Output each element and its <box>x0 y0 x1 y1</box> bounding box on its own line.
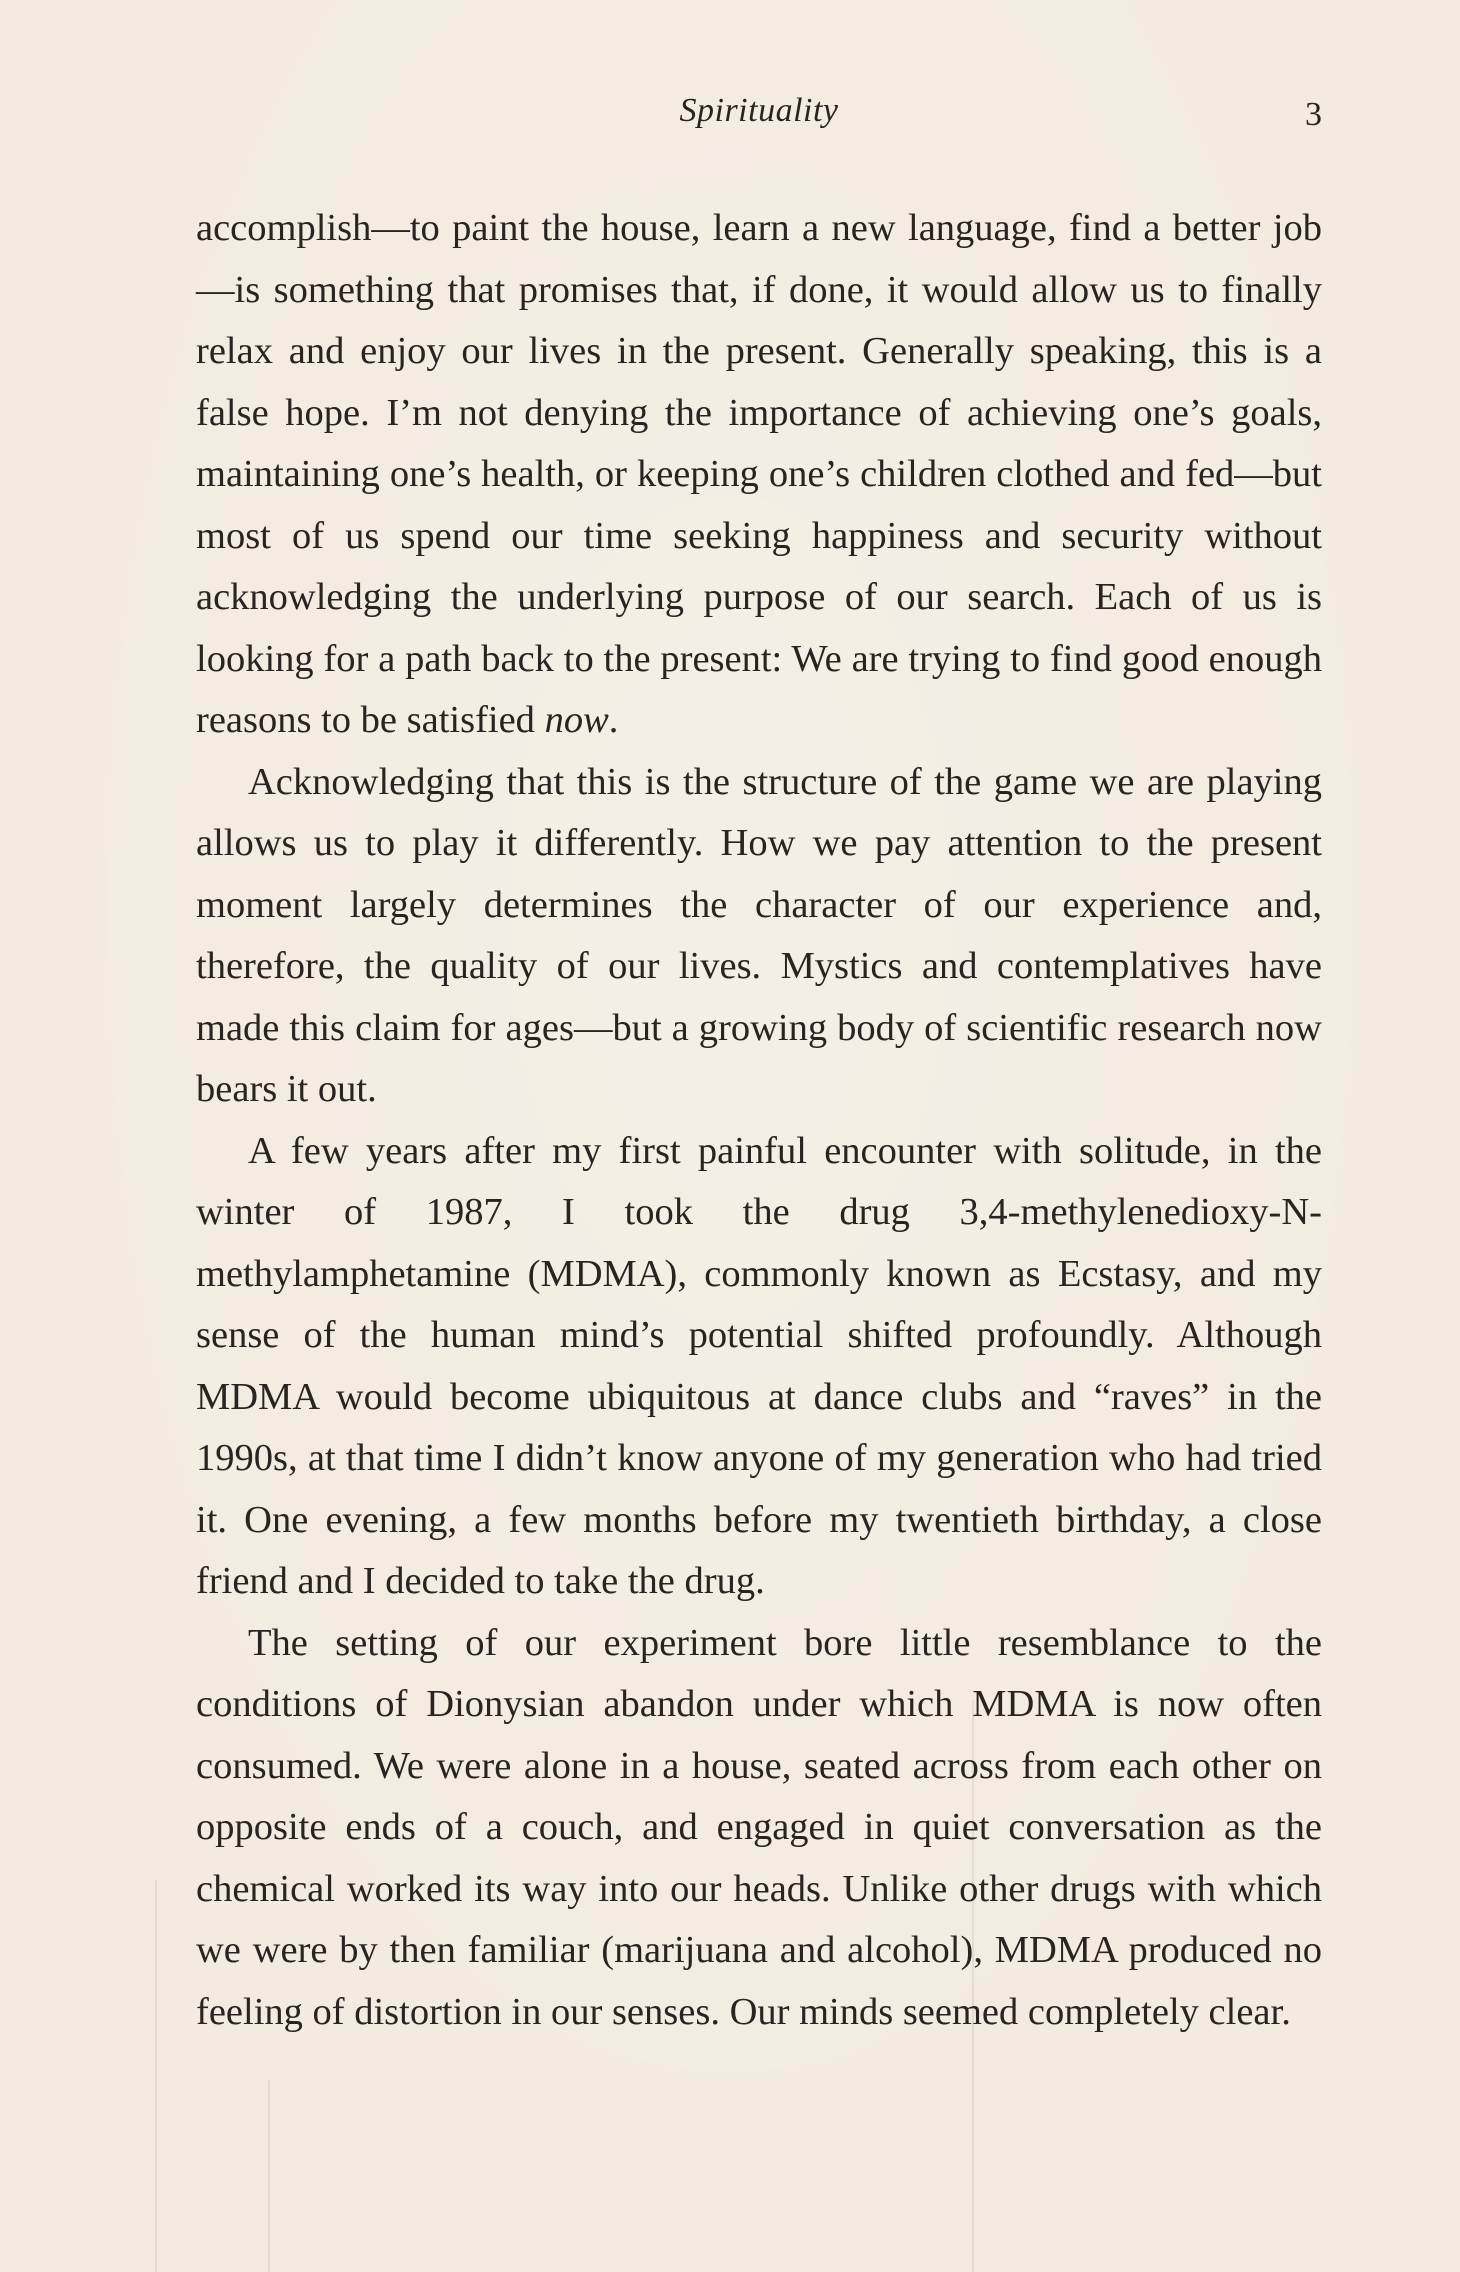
paragraph-text: accomplish—to paint the house, learn a new language, find a better job—is something that promises that, if done, it would allow us to finally relax and enjoy our lives in the present. Generally speaking, this is a false hope. I’m not denying the importance of achieving one’s goals, maintaining one’s health, or keeping one’s children clothed and fed—but most of us spend our time seeking happiness and security without acknowledging the underlying purpose of our search. Each of us is looking for a path back to the present: We are trying to find good enough reasons to be satisfied <box>196 207 1322 741</box>
paragraph: A few years after my first painful encounter with solitude, in the winter of 1987, I took the drug 3,4-methylenedioxy-N-methylamphetamine (MDMA), commonly known as Ecstasy, and my sense of the human mind’s potential shifted profoundly. Although MDMA would become ubiquitous at dance clubs and “raves” in the 1990s, at that time I didn’t know anyone of my generation who had tried it. One evening, a few months before my twentieth birthday, a close friend and I decided to take the drug. <box>196 1129 1322 1602</box>
page-header <box>196 92 1322 142</box>
paragraph: The setting of our experiment bore little resemblance to the conditions of Dionysian abandon under which MDMA is now often consumed. We were alone in a house, seated across from each other on opposite ends of a couch, and engaged in quiet conversation as the chemical worked its way into our heads. Unlike other drugs with which we were by then familiar (marijuana and alcohol), MDMA produced no feeling of distortion in our senses. Our minds seemed completely clear. <box>196 1621 1322 2033</box>
show-through-line <box>268 2080 270 2272</box>
running-head: Spirituality <box>679 92 839 129</box>
paragraph-text-end: . <box>608 699 619 741</box>
page-number: 3 <box>1305 96 1322 133</box>
emphasized-word: now <box>544 699 609 741</box>
paragraph <box>196 198 1322 752</box>
paragraph: Acknowledging that this is the structure of the game we are playing allows us to play it differently. How we pay attention to the present moment largely determines the character of our experience and, therefore, the quality of our lives. Mystics and contemplatives have made this claim for ages—but a growing body of scientific research now bears it out. <box>196 760 1322 1110</box>
body-text <box>196 198 1322 2043</box>
show-through-line <box>155 1880 157 2272</box>
